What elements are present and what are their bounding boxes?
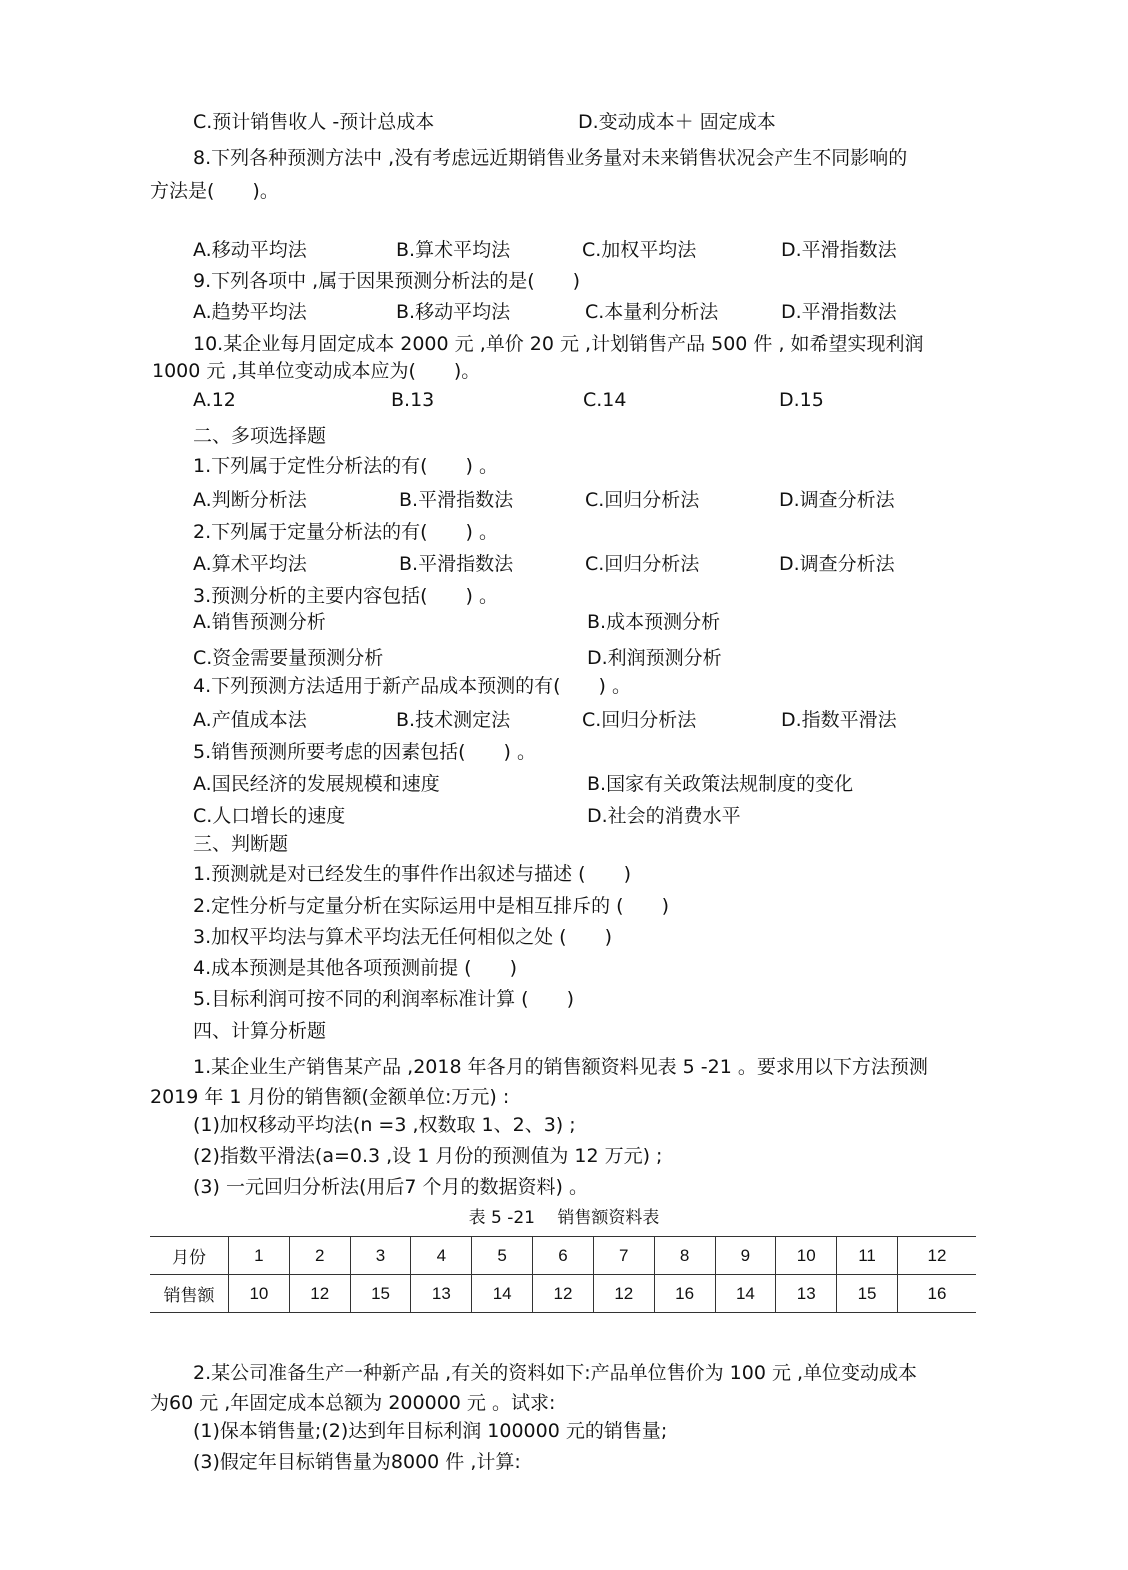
m3-option-a: A.销售预测分析 — [193, 611, 326, 633]
m5-option-b: B.国家有关政策法规制度的变化 — [587, 773, 854, 795]
table-cell: 13 — [411, 1275, 472, 1313]
m5-option-c: C.人口增长的速度 — [193, 805, 346, 827]
m2-stem: 2.下列属于定量分析法的有( ) 。 — [193, 521, 498, 543]
q8-option-b: B.算术平均法 — [396, 239, 511, 261]
table-cell: 10 — [776, 1237, 837, 1275]
m3-option-c: C.资金需要量预测分析 — [193, 647, 384, 669]
q10-option-a: A.12 — [193, 389, 236, 411]
p1-req: (3) 一元回归分析法(用后7 个月的数据资料) 。 — [193, 1176, 588, 1198]
section-4-title: 四、计算分析题 — [193, 1020, 327, 1042]
q8-stem: 8.下列各种预测方法中 ,没有考虑远近期销售业务量对未来销售状况会产生不同影响的 — [193, 147, 908, 169]
sales-table — [150, 1236, 976, 1313]
tf-item: 3.加权平均法与算术平均法无任何相似之处 ( ) — [193, 926, 612, 948]
m1-stem: 1.下列属于定性分析法的有( ) 。 — [193, 455, 498, 477]
table-cell: 12 — [533, 1275, 594, 1313]
q8-option-d: D.平滑指数法 — [781, 239, 897, 261]
table-cell: 8 — [654, 1237, 715, 1275]
table-caption: 表 5 -21 销售额资料表 — [468, 1208, 660, 1228]
q9-stem: 9.下列各项中 ,属于因果预测分析法的是( ) — [193, 270, 581, 292]
m2-option-a: A.算术平均法 — [193, 553, 307, 575]
p1-req: (1)加权移动平均法(n =3 ,权数取 1、2、3) ; — [193, 1114, 576, 1136]
m5-option-a: A.国民经济的发展规模和速度 — [193, 773, 440, 795]
p2-req: (1)保本销售量;(2)达到年目标利润 100000 元的销售量; — [193, 1420, 668, 1442]
q7-option-d: D.变动成本＋ 固定成本 — [578, 111, 776, 133]
q9-option-a: A.趋势平均法 — [193, 301, 307, 323]
table-row-header: 月份 — [172, 1248, 206, 1268]
tf-item: 1.预测就是对已经发生的事件作出叙述与描述 ( ) — [193, 863, 631, 885]
q9-option-d: D.平滑指数法 — [781, 301, 897, 323]
p2-line: 为60 元 ,年固定成本总额为 200000 元 。试求: — [150, 1392, 556, 1414]
q10-stem: 10.某企业每月固定成本 2000 元 ,单价 20 元 ,计划销售产品 500 件 , 如希望实现利润 — [193, 333, 924, 355]
m4-option-d: D.指数平滑法 — [781, 709, 897, 731]
q9-option-b: B.移动平均法 — [396, 301, 511, 323]
p1-line: 2019 年 1 月份的销售额(金额单位:万元) : — [150, 1086, 510, 1108]
m3-option-d: D.利润预测分析 — [587, 647, 722, 669]
table-cell: 16 — [654, 1275, 715, 1313]
section-2-title: 二、多项选择题 — [193, 425, 327, 447]
q8-stem-cont: 方法是( )。 — [150, 180, 279, 202]
p1-line: 1.某企业生产销售某产品 ,2018 年各月的销售额资料见表 5 -21 。要求用以下方法预测 — [193, 1056, 928, 1078]
m2-option-b: B.平滑指数法 — [399, 553, 514, 575]
tf-item: 5.目标利润可按不同的利润率标准计算 ( ) — [193, 988, 574, 1010]
m2-option-c: C.回归分析法 — [585, 553, 700, 575]
q8-option-a: A.移动平均法 — [193, 239, 307, 261]
table-cell: 9 — [715, 1237, 776, 1275]
p2-line: 2.某公司准备生产一种新产品 ,有关的资料如下:产品单位售价为 100 元 ,单位变动成本 — [193, 1362, 918, 1384]
table-cell: 4 — [411, 1237, 472, 1275]
table-cell: 6 — [533, 1237, 594, 1275]
q9-option-c: C.本量利分析法 — [585, 301, 719, 323]
m1-option-c: C.回归分析法 — [585, 489, 700, 511]
table-row-sales — [150, 1275, 976, 1313]
q10-option-c: C.14 — [583, 389, 627, 411]
p1-req: (2)指数平滑法(a=0.3 ,设 1 月份的预测值为 12 万元) ; — [193, 1145, 663, 1167]
table-cell: 15 — [837, 1275, 898, 1313]
q10-stem-cont: 1000 元 ,其单位变动成本应为( )。 — [152, 360, 481, 382]
q10-option-b: B.13 — [391, 389, 435, 411]
table-cell: 13 — [776, 1275, 837, 1313]
p2-req: (3)假定年目标销售量为8000 件 ,计算: — [193, 1451, 521, 1473]
table-cell: 7 — [593, 1237, 654, 1275]
table-row-header: 销售额 — [163, 1286, 215, 1306]
section-3-title: 三、判断题 — [193, 833, 289, 855]
table-cell: 3 — [350, 1237, 411, 1275]
q10-option-d: D.15 — [779, 389, 824, 411]
table-cell: 12 — [289, 1275, 350, 1313]
tf-item: 2.定性分析与定量分析在实际运用中是相互排斥的 ( ) — [193, 895, 669, 917]
table-cell: 5 — [472, 1237, 533, 1275]
table-cell: 16 — [898, 1275, 977, 1313]
m3-option-b: B.成本预测分析 — [587, 611, 721, 633]
table-cell: 14 — [715, 1275, 776, 1313]
m4-option-b: B.技术测定法 — [396, 709, 511, 731]
table-cell: 11 — [837, 1237, 898, 1275]
m5-stem: 5.销售预测所要考虑的因素包括( ) 。 — [193, 741, 536, 763]
q7-option-c: C.预计销售收人 -预计总成本 — [193, 111, 435, 133]
table-cell: 2 — [289, 1237, 350, 1275]
table-cell: 12 — [898, 1237, 977, 1275]
tf-item: 4.成本预测是其他各项预测前提 ( ) — [193, 957, 517, 979]
m5-option-d: D.社会的消费水平 — [587, 805, 741, 827]
table-cell: 14 — [472, 1275, 533, 1313]
m3-stem: 3.预测分析的主要内容包括( ) 。 — [193, 585, 498, 607]
table-cell: 10 — [229, 1275, 290, 1313]
m1-option-d: D.调查分析法 — [779, 489, 895, 511]
table-row-month — [150, 1237, 976, 1275]
m2-option-d: D.调查分析法 — [779, 553, 895, 575]
m1-option-a: A.判断分析法 — [193, 489, 307, 511]
m4-option-a: A.产值成本法 — [193, 709, 307, 731]
table-cell: 15 — [350, 1275, 411, 1313]
m1-option-b: B.平滑指数法 — [399, 489, 514, 511]
table-cell: 12 — [593, 1275, 654, 1313]
m4-stem: 4.下列预测方法适用于新产品成本预测的有( ) 。 — [193, 675, 631, 697]
table-cell: 1 — [229, 1237, 290, 1275]
q8-option-c: C.加权平均法 — [582, 239, 697, 261]
m4-option-c: C.回归分析法 — [582, 709, 697, 731]
